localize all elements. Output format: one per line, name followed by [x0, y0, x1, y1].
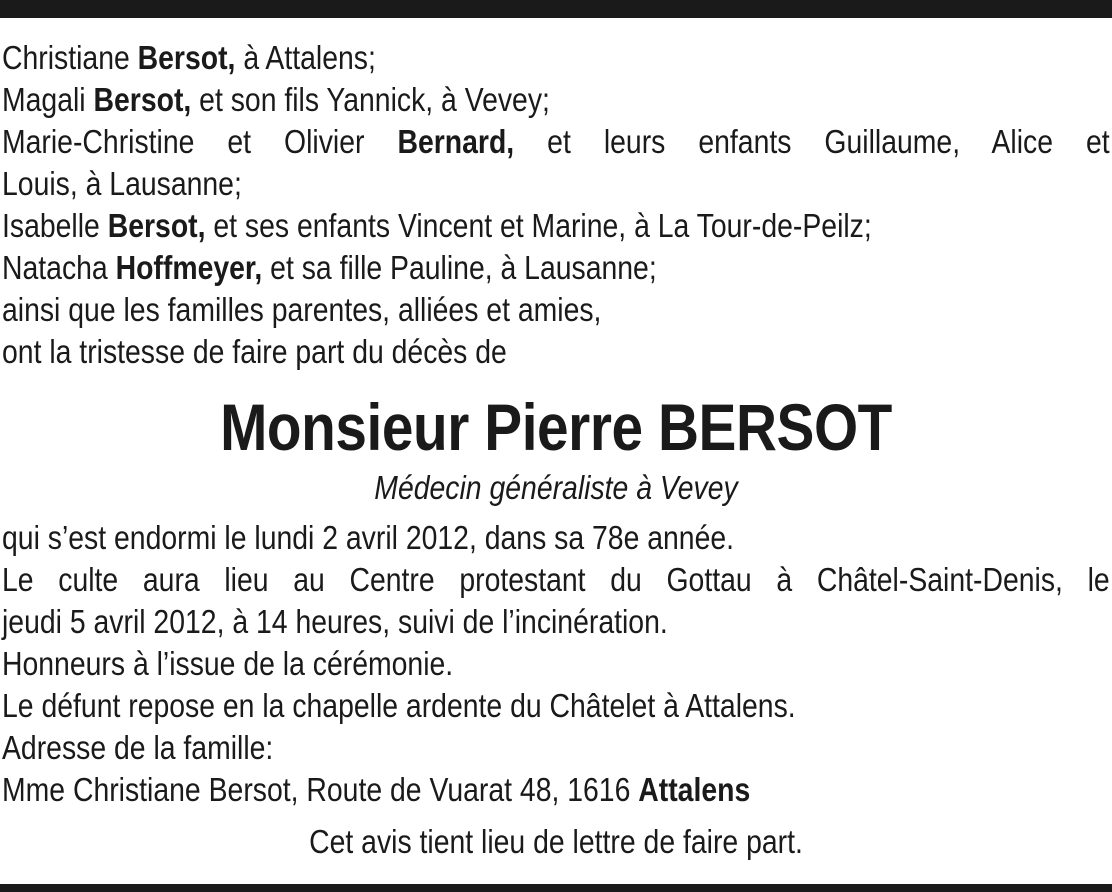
top-rule [0, 0, 1112, 18]
family-address [2, 769, 1110, 811]
family-text: Magali [2, 81, 94, 118]
family-surname: Bersot, [107, 207, 206, 244]
family-surname: Bernard, [397, 123, 515, 160]
family-text: et sa fille Pauline, à Lausanne; [262, 249, 657, 286]
family-line [2, 79, 1110, 121]
detail-line: Le défunt repose en la chapelle ardente du Châtelet à Attalens. [2, 687, 796, 724]
detail-line: Le culte aura lieu au Centre protestant du Gottau à Châtel-Saint-Denis, le [2, 561, 1110, 598]
detail-line: Adresse de la famille: [2, 729, 274, 766]
family-line [2, 205, 1110, 247]
family-text: à Attalens; [235, 39, 376, 76]
family-surname: Bersot, [93, 81, 192, 118]
detail-line: jeudi 5 avril 2012, à 14 heures, suivi de l’incinération. [2, 603, 668, 640]
deceased-profession: Médecin généraliste à Vevey [374, 469, 738, 506]
address-city: Attalens [638, 771, 751, 808]
detail-line: qui s’est endormi le lundi 2 avril 2012, dans sa 78e année. [2, 519, 735, 556]
closing-note: Cet avis tient lieu de lettre de faire part. [309, 823, 803, 860]
family-text: Marie-Christine et Olivier [2, 123, 398, 160]
family-surname: Hoffmeyer, [115, 249, 263, 286]
family-text: Isabelle [2, 207, 108, 244]
deceased-name: Monsieur Pierre BERSOT [220, 390, 892, 464]
family-surname: Bersot, [137, 39, 236, 76]
family-text: Louis, à Lausanne; [2, 165, 242, 202]
family-line [2, 121, 1110, 163]
family-text: et ses enfants Vincent et Marine, à La Tour-de-Peilz; [205, 207, 872, 244]
obituary-notice [2, 37, 1110, 863]
intro-line: ont la tristesse de faire part du décès de [2, 333, 507, 370]
detail-line: Honneurs à l’issue de la cérémonie. [2, 645, 454, 682]
family-line [2, 247, 1110, 289]
bottom-rule [0, 884, 1112, 892]
family-text: et leurs enfants Guillaume, Alice et [514, 123, 1110, 160]
family-text: Christiane [2, 39, 138, 76]
family-line [2, 37, 1110, 79]
intro-line: ainsi que les familles parentes, alliées et amies, [2, 291, 602, 328]
address-text: Mme Christiane Bersot, Route de Vuarat 48, 1616 [2, 771, 639, 808]
family-text: et son fils Yannick, à Vevey; [191, 81, 550, 118]
family-line [2, 163, 1110, 205]
family-text: Natacha [2, 249, 116, 286]
